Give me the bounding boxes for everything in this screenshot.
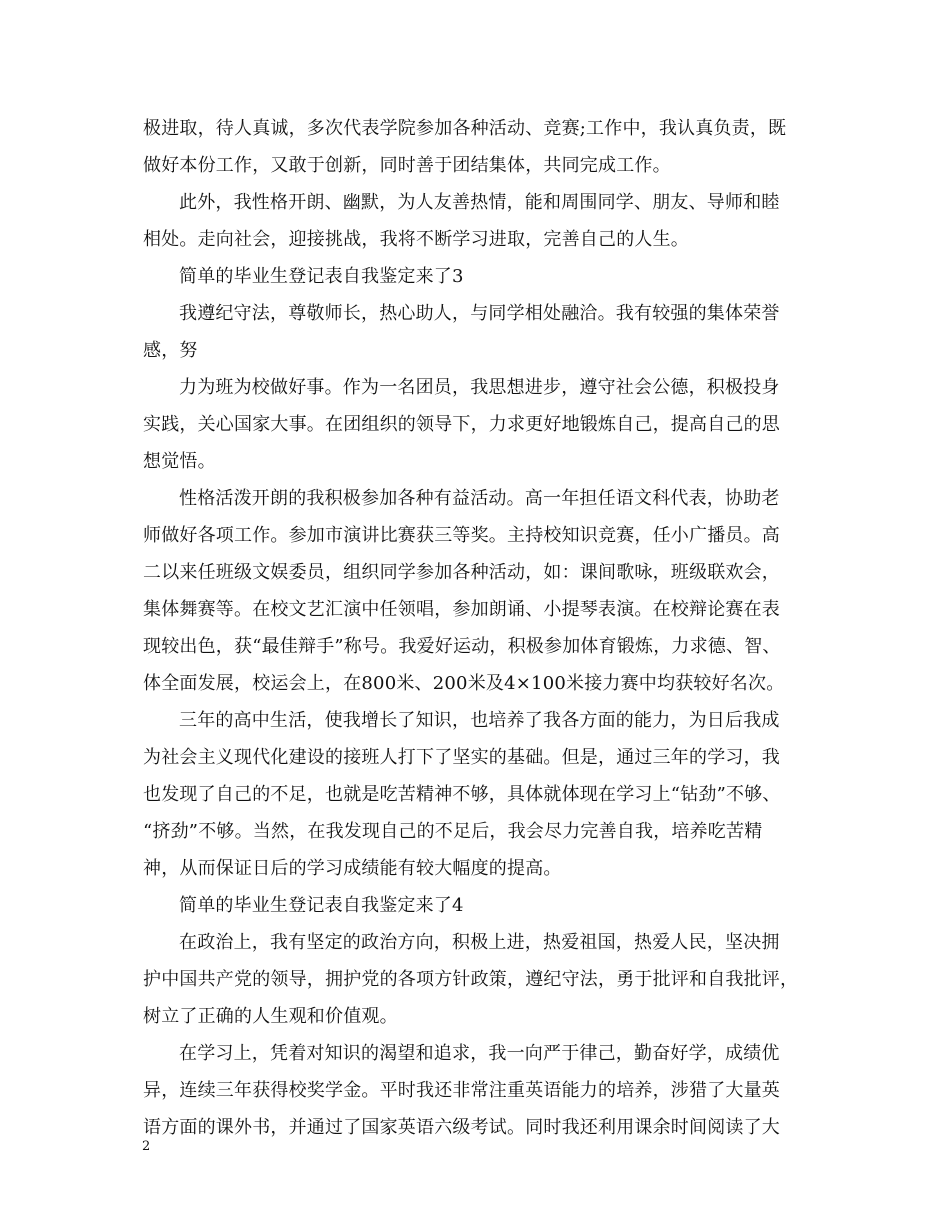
paragraph-first-line: 力为班为校做好事。作为一名团员，我思想进步，遵守社会公德，积极投身 [179, 377, 780, 398]
text-line: 相处。走向社会，迎接挑战，我将不断学习进取，完善自己的人生。 [143, 229, 689, 250]
text-line: 护中国共产党的领导，拥护党的各项方针政策，遵纪守法，勇于批评和自我批评， [143, 969, 799, 990]
text-line: 异，连续三年获得校奖学金。平时我还非常注重英语能力的培养，涉猎了大量英 [143, 1080, 780, 1101]
text-line: 做好本份工作，又敢于创新，同时善于团结集体，共同完成工作。 [143, 155, 671, 176]
text-line: 语方面的课外书，并通过了国家英语六级考试。同时我还利用课余时间阅读了大 [143, 1117, 780, 1138]
paragraph-first-line: 我遵纪守法，尊敬师长，热心助人，与同学相处融洽。我有较强的集体荣誉 [179, 303, 780, 324]
text-line: 二以来任班级文娱委员，组织同学参加各种活动，如：课间歌咏，班级联欢会， [143, 562, 780, 583]
section-heading: 简单的毕业生登记表自我鉴定来了3 [179, 266, 464, 287]
page-number: 2 [142, 1139, 151, 1154]
text-line: 感，努 [143, 340, 198, 361]
paragraph-first-line: 性格活泼开朗的我积极参加各种有益活动。高一年担任语文科代表，协助老 [179, 488, 780, 509]
paragraph-first-line: 此外，我性格开朗、幽默，为人友善热情，能和周围同学、朋友、导师和睦 [179, 192, 780, 213]
text-line: 现较出色，获“最佳辩手”称号。我爱好运动，积极参加体育锻炼，力求德、智、 [143, 636, 781, 657]
text-line: 树立了正确的人生观和价值观。 [143, 1006, 398, 1027]
text-line: 实践，关心国家大事。在团组织的领导下，力求更好地锻炼自己，提高自己的思 [143, 414, 780, 435]
text-line: 极进取，待人真诚，多次代表学院参加各种活动、竞赛;工作中，我认真负责，既 [143, 118, 787, 139]
text-line: 师做好各项工作。参加市演讲比赛获三等奖。主持校知识竞赛，任小广播员。高 [143, 525, 780, 546]
paragraph-first-line: 在政治上，我有坚定的政治方向，积极上进，热爱祖国，热爱人民，坚决拥 [179, 932, 780, 953]
text-line: 集体舞赛等。在校文艺汇演中任领唱，参加朗诵、小提琴表演。在校辩论赛在表 [143, 599, 780, 620]
text-line: 为社会主义现代化建设的接班人打下了坚实的基础。但是，通过三年的学习，我 [143, 747, 780, 768]
paragraph-first-line: 在学习上，凭着对知识的渴望和追求，我一向严于律己，勤奋好学，成绩优 [179, 1043, 780, 1064]
text-line: “挤劲”不够。当然，在我发现自己的不足后，我会尽力完善自我，培养吃苦精 [143, 821, 763, 842]
paragraph-first-line: 三年的高中生活，使我增长了知识，也培养了我各方面的能力，为日后我成 [179, 710, 780, 731]
text-line: 也发现了自己的不足，也就是吃苦精神不够，具体就体现在学习上“钻劲”不够、 [143, 784, 781, 805]
text-line: 体全面发展，校运会上，在800米、200米及4×100米接力赛中均获较好名次。 [143, 673, 785, 694]
text-line: 神，从而保证日后的学习成绩能有较大幅度的提高。 [143, 858, 562, 879]
text-line: 想觉悟。 [143, 451, 216, 472]
section-heading: 简单的毕业生登记表自我鉴定来了4 [179, 895, 464, 916]
